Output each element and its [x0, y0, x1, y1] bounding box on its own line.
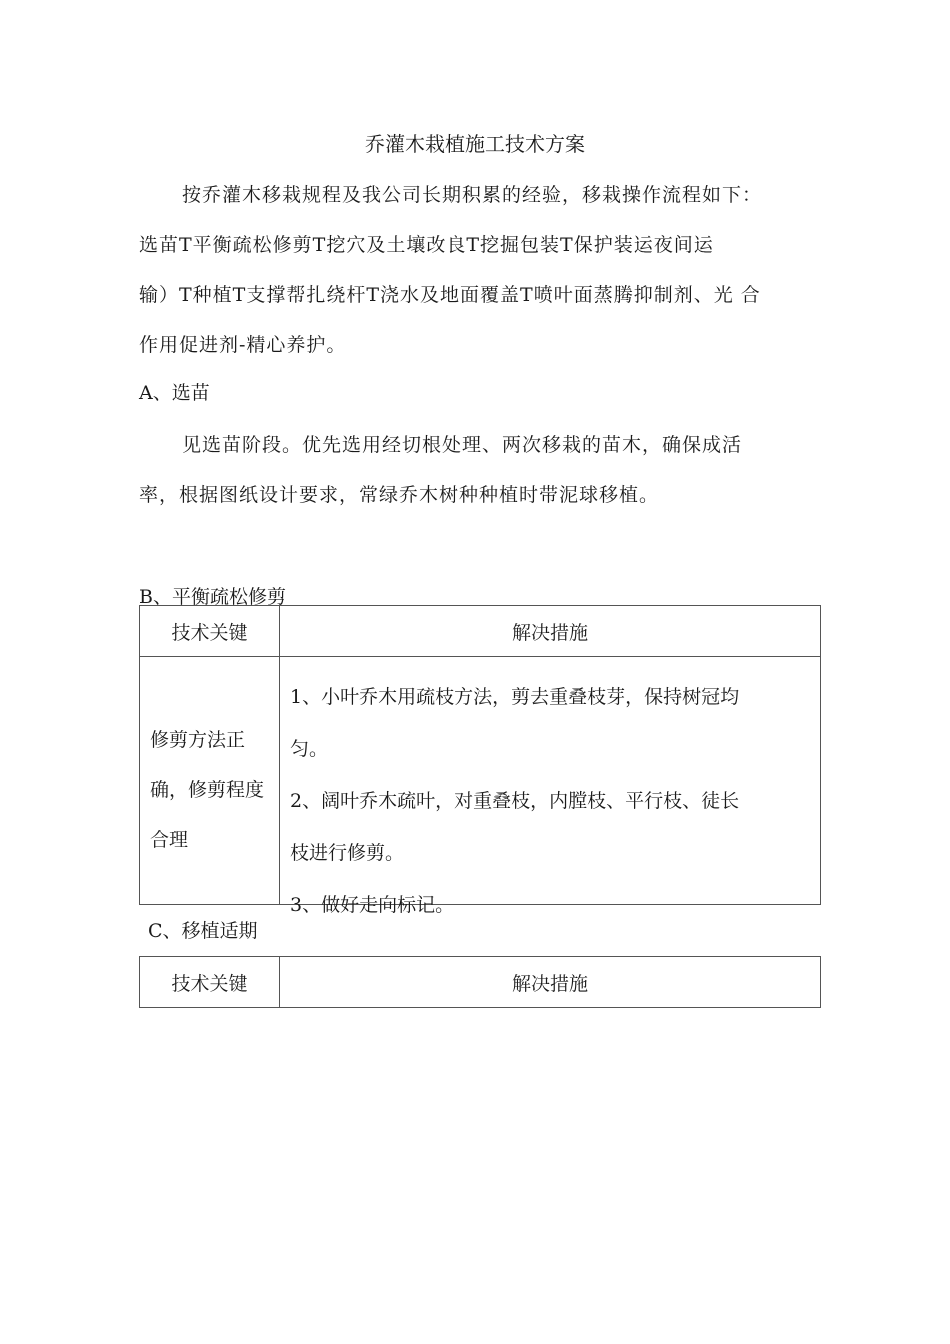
key-cell [140, 657, 280, 905]
solution-cell [280, 657, 821, 916]
table-row [140, 657, 821, 905]
col-header-key: 技术关键 [140, 606, 280, 657]
col-header-solution: 解决措施 [280, 957, 821, 1008]
col-header-key: 技术关键 [140, 957, 280, 1008]
pruning-table [139, 605, 821, 916]
intro-line-2: 选苗T平衡疏松修剪T挖穴及土壤改良T挖掘包装T保护装运夜间运 [139, 234, 714, 256]
key-line-2: 确，修剪程度 [150, 779, 265, 801]
intro-line-1: 按乔灌木移栽规程及我公司长期积累的经验，移栽操作流程如下： [182, 184, 763, 206]
solution-line-5: 3、做好走向标记。 [290, 894, 455, 916]
solution-line-4: 枝进行修剪。 [290, 842, 405, 864]
solution-line-2: 匀。 [290, 738, 329, 760]
transplant-period-table [139, 956, 821, 1008]
intro-line-3: 输）T种植T支撑帮扎绕杆T浇水及地面覆盖T喷叶面蒸腾抑制剂、光 合 [139, 284, 761, 306]
key-line-3: 合理 [150, 829, 189, 851]
key-line-1: 修剪方法正 [150, 729, 246, 751]
table-header-row [140, 606, 821, 657]
col-header-solution: 解决措施 [280, 606, 821, 657]
section-a-line-2: 率，根据图纸设计要求，常绿乔木树种种植时带泥球移植。 [139, 484, 660, 506]
solution-line-3: 2、阔叶乔木疏叶，对重叠枝，内膛枝、平行枝、徒长 [290, 790, 740, 812]
section-a-line-1: 见选苗阶段。优先选用经切根处理、两次移栽的苗木，确保成活 [182, 434, 743, 456]
section-b-heading: B、平衡疏松修剪 [139, 586, 286, 608]
section-a-heading: A、选苗 [139, 382, 210, 404]
document-title: 乔灌木栽植施工技术方案 [365, 132, 585, 156]
table-header-row [140, 957, 821, 1008]
intro-line-4: 作用促进剂-精心养护。 [139, 334, 347, 356]
solution-line-1: 1、小叶乔木用疏枝方法，剪去重叠枝芽，保持树冠均 [290, 686, 740, 708]
section-c-heading: C、移植适期 [148, 920, 258, 942]
